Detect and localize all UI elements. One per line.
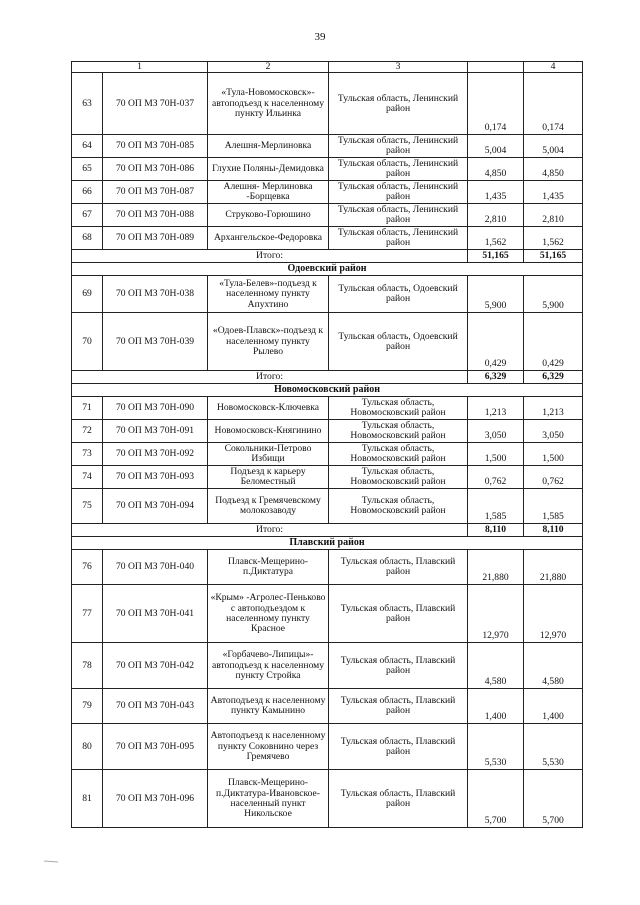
table-row (72, 181, 583, 204)
road-location: Тульская область, Новомосковский район (329, 466, 468, 489)
road-name: Новомосковск-Ключевка (208, 397, 329, 420)
roads-table (71, 61, 583, 828)
road-location: Тульская область, Ленинский район (329, 135, 468, 158)
row-number: 70 (72, 313, 103, 371)
length-value-1: 3,050 (468, 420, 524, 443)
length-value-2: 21,880 (524, 550, 583, 585)
road-name: «Тула-Белев»-подъезд к населенному пункту Апухтино (208, 276, 329, 313)
row-number: 74 (72, 466, 103, 489)
length-value-1: 0,429 (468, 313, 524, 371)
road-name: «Тула-Новомосковск»-автоподъезд к населенному пункту Ильинка (208, 73, 329, 135)
road-code: 70 ОП МЗ 70Н-090 (103, 397, 208, 420)
row-number: 81 (72, 770, 103, 828)
length-value-1: 1,562 (468, 227, 524, 250)
length-value-1: 1,500 (468, 443, 524, 466)
table-row (72, 158, 583, 181)
total-value-1: 51,165 (468, 250, 524, 263)
length-value-2: 4,580 (524, 643, 583, 689)
header-col-4: 4 (524, 62, 583, 73)
length-value-1: 0,762 (468, 466, 524, 489)
road-code: 70 ОП МЗ 70Н-088 (103, 204, 208, 227)
road-name: Подъезд к Гремячевскому молокозаводу (208, 489, 329, 524)
row-number: 63 (72, 73, 103, 135)
road-code: 70 ОП МЗ 70Н-094 (103, 489, 208, 524)
road-location: Тульская область, Новомосковский район (329, 420, 468, 443)
total-value-2: 51,165 (524, 250, 583, 263)
road-code: 70 ОП МЗ 70Н-087 (103, 181, 208, 204)
road-code: 70 ОП МЗ 70Н-040 (103, 550, 208, 585)
length-value-2: 5,900 (524, 276, 583, 313)
length-value-2: 5,004 (524, 135, 583, 158)
road-code: 70 ОП МЗ 70Н-038 (103, 276, 208, 313)
total-value-2: 8,110 (524, 524, 583, 537)
length-value-2: 0,762 (524, 466, 583, 489)
road-name: «Горбачево-Липицы»-автоподъезд к населенному пункту Стройка (208, 643, 329, 689)
table-row (72, 689, 583, 724)
road-code: 70 ОП МЗ 70Н-086 (103, 158, 208, 181)
road-code: 70 ОП МЗ 70Н-095 (103, 724, 208, 770)
total-row (72, 524, 583, 537)
table-row (72, 73, 583, 135)
length-value-2: 1,500 (524, 443, 583, 466)
row-number: 76 (72, 550, 103, 585)
section-row (72, 384, 583, 397)
table-row (72, 420, 583, 443)
road-code: 70 ОП МЗ 70Н-039 (103, 313, 208, 371)
road-code: 70 ОП МЗ 70Н-093 (103, 466, 208, 489)
road-name: Архангельское-Федоровка (208, 227, 329, 250)
road-code: 70 ОП МЗ 70Н-089 (103, 227, 208, 250)
length-value-1: 1,585 (468, 489, 524, 524)
table-row (72, 466, 583, 489)
length-value-1: 1,213 (468, 397, 524, 420)
row-number: 65 (72, 158, 103, 181)
header-col-2: 2 (208, 62, 329, 73)
length-value-2: 0,174 (524, 73, 583, 135)
road-location: Тульская область, Плавский район (329, 550, 468, 585)
table-row (72, 643, 583, 689)
road-location: Тульская область, Плавский район (329, 585, 468, 643)
road-location: Тульская область, Новомосковский район (329, 489, 468, 524)
row-number: 67 (72, 204, 103, 227)
road-location: Тульская область, Ленинский район (329, 73, 468, 135)
table-row (72, 204, 583, 227)
row-number: 72 (72, 420, 103, 443)
table-row (72, 313, 583, 371)
row-number: 73 (72, 443, 103, 466)
length-value-2: 1,213 (524, 397, 583, 420)
row-number: 75 (72, 489, 103, 524)
road-location: Тульская область, Плавский район (329, 643, 468, 689)
road-code: 70 ОП МЗ 70Н-042 (103, 643, 208, 689)
table-row (72, 724, 583, 770)
section-row (72, 537, 583, 550)
length-value-2: 3,050 (524, 420, 583, 443)
road-location: Тульская область, Ленинский район (329, 158, 468, 181)
road-location: Тульская область, Ленинский район (329, 227, 468, 250)
road-name: Автоподъезд к населенному пункту Камынино (208, 689, 329, 724)
road-name: Новомосковск-Княгинино (208, 420, 329, 443)
length-value-1: 5,900 (468, 276, 524, 313)
row-number: 64 (72, 135, 103, 158)
road-name: Струково-Горюшино (208, 204, 329, 227)
length-value-2: 2,810 (524, 204, 583, 227)
length-value-1: 12,970 (468, 585, 524, 643)
header-row (72, 62, 583, 73)
scan-mark (44, 850, 58, 853)
total-label: Итого: (72, 250, 468, 263)
road-code: 70 ОП МЗ 70Н-043 (103, 689, 208, 724)
section-row (72, 263, 583, 276)
table-row (72, 135, 583, 158)
road-location: Тульская область, Новомосковский район (329, 443, 468, 466)
length-value-2: 5,700 (524, 770, 583, 828)
length-value-1: 4,580 (468, 643, 524, 689)
length-value-1: 0,174 (468, 73, 524, 135)
total-label: Итого: (72, 371, 468, 384)
road-name: Автоподъезд к населенному пункту Соковнино через Гремячево (208, 724, 329, 770)
section-title: Новомосковский район (72, 384, 583, 397)
road-name: Плавск-Мещерино-п.Диктатура (208, 550, 329, 585)
road-code: 70 ОП МЗ 70Н-091 (103, 420, 208, 443)
road-name: Плавск-Мещерино-п.Диктатура-Ивановское-населенный пункт Никольское (208, 770, 329, 828)
total-value-1: 6,329 (468, 371, 524, 384)
road-location: Тульская область, Одоевский район (329, 276, 468, 313)
row-number: 78 (72, 643, 103, 689)
road-code: 70 ОП МЗ 70Н-037 (103, 73, 208, 135)
total-row (72, 250, 583, 263)
section-title: Плавский район (72, 537, 583, 550)
length-value-1: 1,400 (468, 689, 524, 724)
total-label: Итого: (72, 524, 468, 537)
row-number: 80 (72, 724, 103, 770)
header-col-3-extra (468, 62, 524, 73)
header-col-3: 3 (329, 62, 468, 73)
table-row (72, 585, 583, 643)
road-name: Алешня- Мерлиновка -Борщевка (208, 181, 329, 204)
section-title: Одоевский район (72, 263, 583, 276)
length-value-1: 5,700 (468, 770, 524, 828)
road-name: «Крым» -Агролес-Пеньково с автоподъездом к населенному пункту Красное (208, 585, 329, 643)
length-value-2: 1,585 (524, 489, 583, 524)
road-code: 70 ОП МЗ 70Н-096 (103, 770, 208, 828)
road-location: Тульская область, Плавский район (329, 724, 468, 770)
road-name: Сокольники-Петрово Избищи (208, 443, 329, 466)
length-value-2: 1,400 (524, 689, 583, 724)
row-number: 68 (72, 227, 103, 250)
row-number: 69 (72, 276, 103, 313)
table-row (72, 397, 583, 420)
total-value-1: 8,110 (468, 524, 524, 537)
road-name: Алешня-Мерлиновка (208, 135, 329, 158)
table-row (72, 489, 583, 524)
road-name: Подъезд к карьеру Беломестный (208, 466, 329, 489)
road-location: Тульская область, Плавский район (329, 770, 468, 828)
road-name: Глухие Поляны-Демидовка (208, 158, 329, 181)
header-col-1: 1 (72, 62, 208, 73)
length-value-1: 5,004 (468, 135, 524, 158)
row-number: 71 (72, 397, 103, 420)
length-value-2: 1,562 (524, 227, 583, 250)
row-number: 66 (72, 181, 103, 204)
road-location: Тульская область, Новомосковский район (329, 397, 468, 420)
road-location: Тульская область, Плавский район (329, 689, 468, 724)
length-value-1: 2,810 (468, 204, 524, 227)
length-value-1: 21,880 (468, 550, 524, 585)
road-location: Тульская область, Ленинский район (329, 204, 468, 227)
length-value-2: 1,435 (524, 181, 583, 204)
length-value-2: 4,850 (524, 158, 583, 181)
length-value-2: 12,970 (524, 585, 583, 643)
row-number: 79 (72, 689, 103, 724)
length-value-1: 4,850 (468, 158, 524, 181)
length-value-2: 5,530 (524, 724, 583, 770)
road-location: Тульская область, Одоевский район (329, 313, 468, 371)
road-code: 70 ОП МЗ 70Н-085 (103, 135, 208, 158)
length-value-1: 1,435 (468, 181, 524, 204)
total-row (72, 371, 583, 384)
table-row (72, 550, 583, 585)
row-number: 77 (72, 585, 103, 643)
table-row (72, 276, 583, 313)
road-code: 70 ОП МЗ 70Н-092 (103, 443, 208, 466)
page-number: 39 (314, 31, 326, 43)
road-code: 70 ОП МЗ 70Н-041 (103, 585, 208, 643)
table-row (72, 443, 583, 466)
road-name: «Одоев-Плавск»-подъезд к населенному пункту Рылево (208, 313, 329, 371)
table-row (72, 227, 583, 250)
length-value-2: 0,429 (524, 313, 583, 371)
table-row (72, 770, 583, 828)
length-value-1: 5,530 (468, 724, 524, 770)
total-value-2: 6,329 (524, 371, 583, 384)
road-location: Тульская область, Ленинский район (329, 181, 468, 204)
